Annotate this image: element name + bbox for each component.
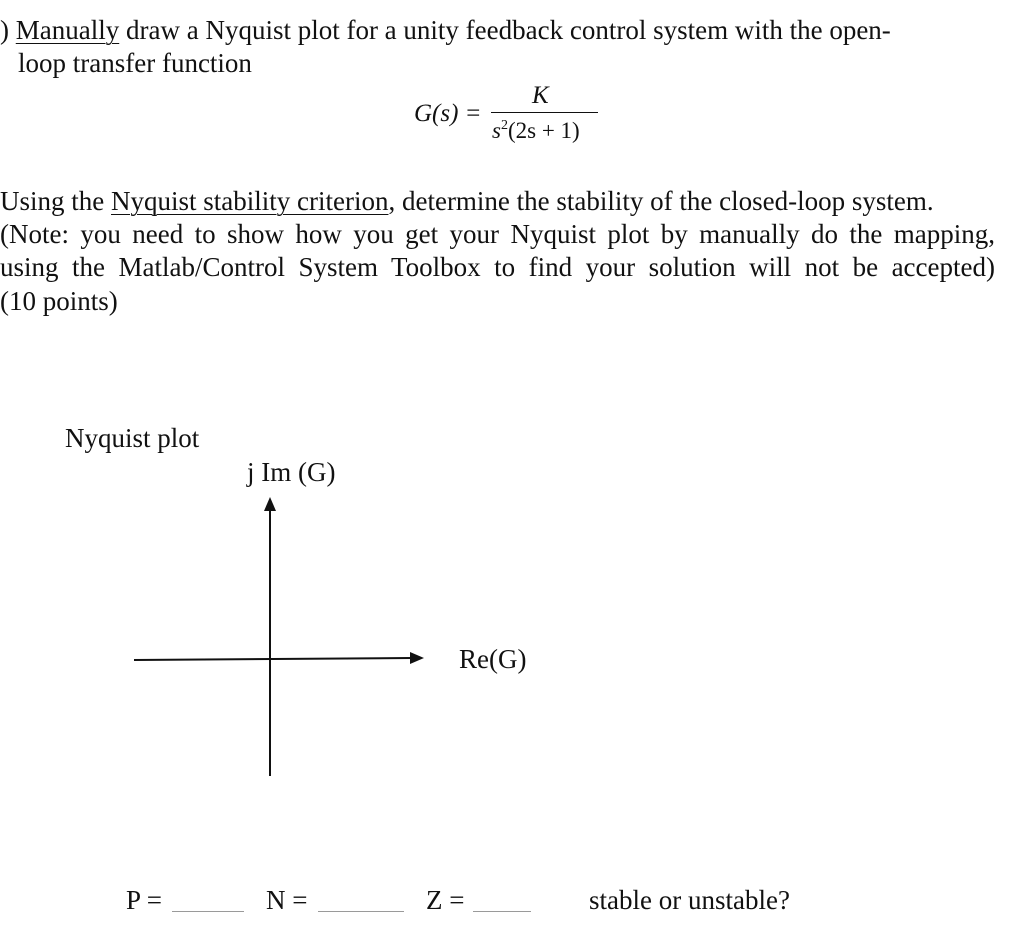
paragraph-line-1-end: , determine the stability of the closed-loop system. [388, 186, 934, 216]
manually-word: Manually [15, 15, 120, 45]
real-axis-arrowhead [410, 652, 424, 664]
paragraph-line-2: (Note: you need to show how you get your Nyquist plot by manually do the mapping, [0, 219, 995, 249]
transfer-function-numerator: K [532, 82, 549, 109]
stability-question: stable or unstable? [589, 885, 790, 915]
z-label: Z = [426, 885, 465, 915]
imaginary-axis-label: j Im (G) [247, 457, 336, 487]
paragraph-line-1-start: Using the [0, 186, 111, 216]
nyquist-plot-title: Nyquist plot [65, 423, 200, 453]
n-label: N = [266, 885, 308, 915]
denominator-power: 2 [500, 118, 508, 133]
imaginary-axis-arrowhead [264, 497, 276, 511]
paragraph-line-3: using the Matlab/Control System Toolbox to find your solution will not be accepted) [0, 252, 995, 282]
transfer-function-lhs: G(s) = [414, 100, 482, 127]
p-answer-blank[interactable] [172, 911, 244, 912]
question-line-1-rest: draw a Nyquist plot for a unity feedback control system with the open- [119, 15, 891, 45]
real-axis [134, 658, 412, 660]
denominator-s: s [492, 118, 501, 143]
question-prefix: ) [0, 15, 9, 45]
denominator-rest: (2s + 1) [507, 118, 580, 143]
p-label: P = [126, 885, 162, 915]
paragraph-line-4: (10 points) [0, 286, 118, 316]
z-answer-blank[interactable] [473, 911, 531, 912]
n-answer-blank[interactable] [318, 911, 404, 912]
question-line-2: loop transfer function [18, 48, 252, 78]
real-axis-label: Re(G) [459, 644, 527, 674]
nyquist-criterion-text: Nyquist stability criterion [111, 186, 389, 216]
